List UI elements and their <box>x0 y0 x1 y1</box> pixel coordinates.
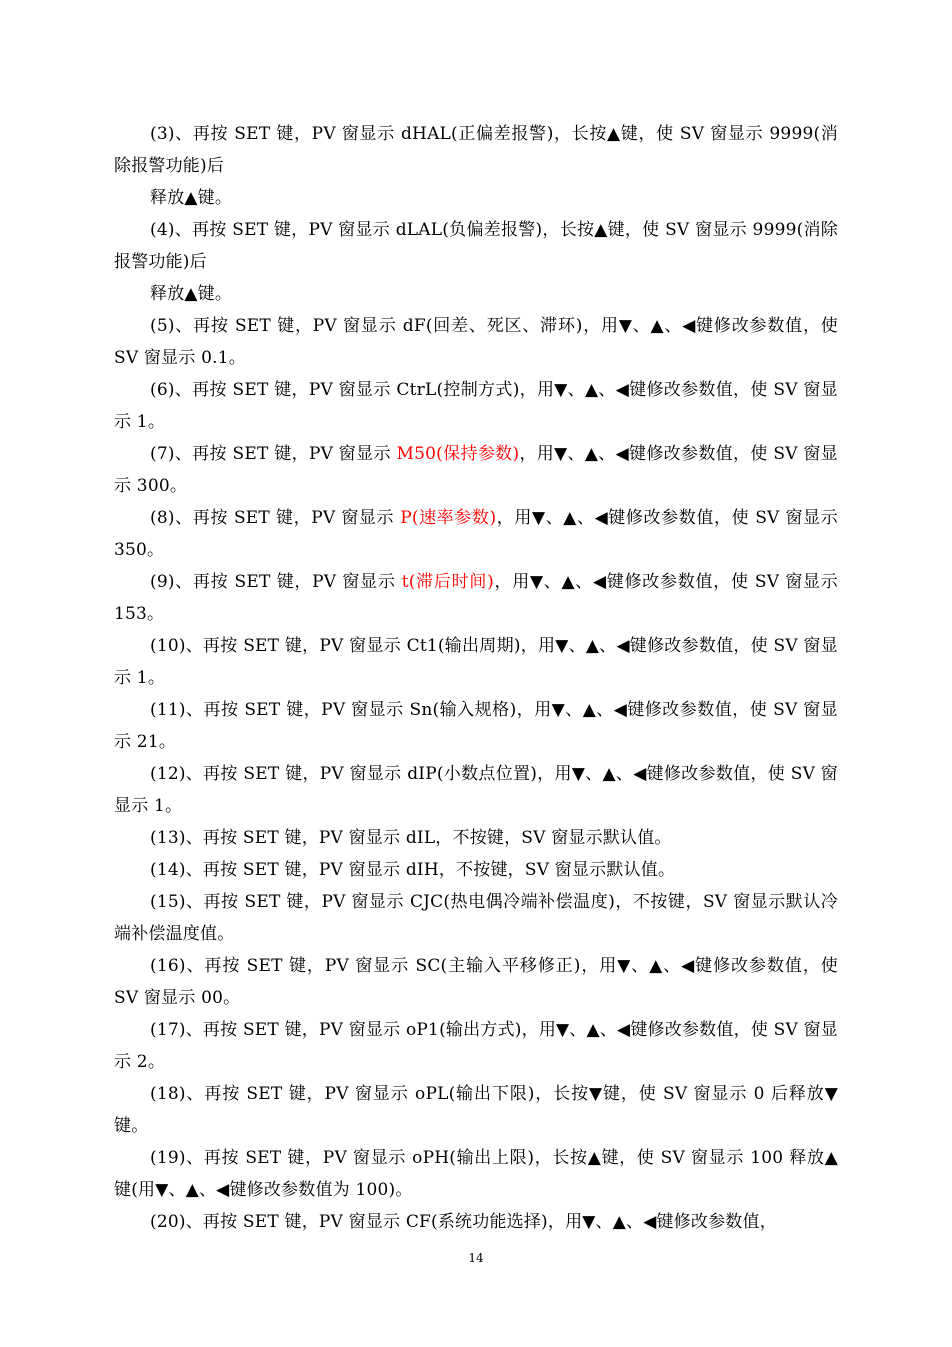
page-number: 14 <box>468 1251 484 1265</box>
paragraph-step-18 <box>114 1078 838 1142</box>
paragraph-step-11 <box>114 694 838 758</box>
paragraph-text: (15)、再按 SET 键，PV 窗显示 CJC(热电偶冷端补偿温度)，不按键，SV 窗显示默认冷端补偿温度值。 <box>114 892 838 944</box>
paragraph-text: ，用▼、▲、◀键修改参数值，使 SV 窗显示 300。 <box>114 444 839 496</box>
paragraph-text: (14)、再按 SET 键，PV 窗显示 dIH，不按键，SV 窗显示默认值。 <box>150 860 676 880</box>
paragraph-step-17 <box>114 1014 838 1078</box>
paragraph-step-13 <box>114 822 838 854</box>
paragraph-text: (19)、再按 SET 键，PV 窗显示 oPH(输出上限)，长按▲键，使 SV 窗显示 100 释放▲键(用▼、▲、◀键修改参数值为 100)。 <box>114 1148 838 1200</box>
paragraph-text: (6)、再按 SET 键，PV 窗显示 CtrL(控制方式)，用▼、▲、◀键修改参数值，使 SV 窗显示 1。 <box>114 380 838 432</box>
paragraph-step-6 <box>114 374 838 438</box>
highlighted-parameter: t(滞后时间) <box>401 572 494 592</box>
paragraph-step-8 <box>114 502 838 566</box>
paragraph-text: (16)、再按 SET 键，PV 窗显示 SC(主输入平移修正)，用▼、▲、◀键修改参数值，使 SV 窗显示 00。 <box>114 956 838 1008</box>
highlighted-parameter: M50(保持参数) <box>396 444 520 464</box>
paragraph-step-3 <box>114 118 838 182</box>
paragraph-step-5 <box>114 310 838 374</box>
paragraph-step-4 <box>114 214 838 278</box>
paragraph-step-10 <box>114 630 838 694</box>
document-body <box>114 118 838 1238</box>
paragraph-text: (5)、再按 SET 键，PV 窗显示 dF(回差、死区、滞环)，用▼、▲、◀键修改参数值，使 SV 窗显示 0.1。 <box>114 316 838 368</box>
paragraph-step-19 <box>114 1142 838 1206</box>
paragraph-text: 释放▲键。 <box>150 284 233 304</box>
paragraph-step-4-continuation <box>114 278 838 310</box>
paragraph-step-3-continuation <box>114 182 838 214</box>
paragraph-text: (9)、再按 SET 键，PV 窗显示 <box>150 572 402 592</box>
paragraph-step-7 <box>114 438 838 502</box>
paragraph-text: (7)、再按 SET 键，PV 窗显示 <box>150 444 397 464</box>
paragraph-step-15 <box>114 886 838 950</box>
paragraph-text: (17)、再按 SET 键，PV 窗显示 oP1(输出方式)，用▼、▲、◀键修改参数值，使 SV 窗显示 2。 <box>114 1020 838 1072</box>
paragraph-step-20 <box>114 1206 838 1238</box>
paragraph-step-16 <box>114 950 838 1014</box>
paragraph-step-12 <box>114 758 838 822</box>
paragraph-text: (11)、再按 SET 键，PV 窗显示 Sn(输入规格)，用▼、▲、◀键修改参数值，使 SV 窗显示 21。 <box>114 700 838 752</box>
paragraph-text: (8)、再按 SET 键，PV 窗显示 <box>150 508 401 528</box>
paragraph-step-14 <box>114 854 838 886</box>
paragraph-text: (18)、再按 SET 键，PV 窗显示 oPL(输出下限)，长按▼键，使 SV 窗显示 0 后释放▼键。 <box>114 1084 838 1136</box>
highlighted-parameter: P(速率参数) <box>400 508 497 528</box>
paragraph-text: ，用▼、▲、◀键修改参数值，使 SV 窗显示 350。 <box>114 508 838 560</box>
paragraph-text: 释放▲键。 <box>150 188 233 208</box>
paragraph-text: (3)、再按 SET 键，PV 窗显示 dHAL(正偏差报警)，长按▲键，使 SV 窗显示 9999(消除报警功能)后 <box>114 124 838 176</box>
paragraph-text: (10)、再按 SET 键，PV 窗显示 Ct1(输出周期)，用▼、▲、◀键修改参数值，使 SV 窗显示 1。 <box>114 636 838 688</box>
paragraph-step-9 <box>114 566 838 630</box>
paragraph-text: (4)、再按 SET 键，PV 窗显示 dLAL(负偏差报警)，长按▲键，使 SV 窗显示 9999(消除报警功能)后 <box>114 220 838 272</box>
paragraph-text: (13)、再按 SET 键，PV 窗显示 dIL，不按键，SV 窗显示默认值。 <box>150 828 672 848</box>
paragraph-text: ，用▼、▲、◀键修改参数值，使 SV 窗显示 153。 <box>114 572 838 624</box>
paragraph-text: (20)、再按 SET 键，PV 窗显示 CF(系统功能选择)，用▼、▲、◀键修改参数值， <box>150 1212 777 1232</box>
paragraph-text: (12)、再按 SET 键，PV 窗显示 dIP(小数点位置)，用▼、▲、◀键修改参数值，使 SV 窗显示 1。 <box>114 764 838 816</box>
